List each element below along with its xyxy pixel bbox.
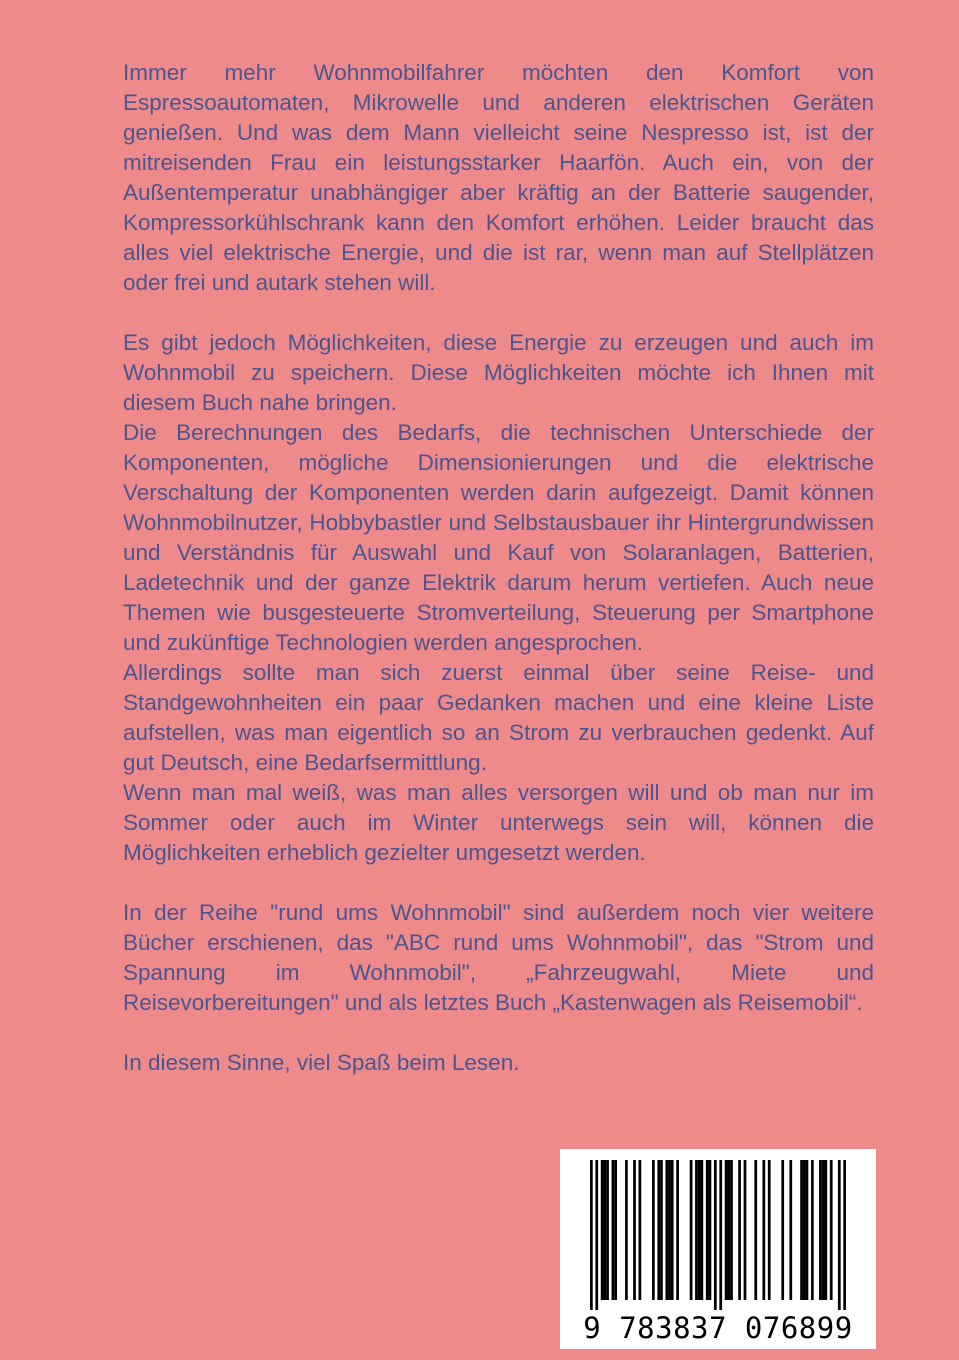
barcode-bar — [811, 1160, 814, 1300]
paragraph-gap — [123, 298, 874, 328]
barcode-bar — [657, 1160, 660, 1300]
barcode-bar — [738, 1160, 741, 1300]
barcode-bar — [612, 1160, 615, 1300]
barcode-bar — [843, 1160, 846, 1310]
barcode-bar — [625, 1160, 628, 1300]
barcode-bar — [665, 1160, 668, 1300]
barcode-bar — [830, 1160, 833, 1300]
barcode-bar — [660, 1160, 663, 1300]
barcode-bar — [800, 1160, 803, 1300]
barcode-bar — [695, 1160, 698, 1300]
barcode-bar — [762, 1160, 765, 1300]
barcode-bar — [754, 1160, 757, 1300]
series-paragraph: In der Reihe "rund ums Wohnmobil" sind außerdem noch vier weitere Bücher erschienen, das "ABC rund ums Wohnmobil", das "Strom und Spannung im Wohnmobil", „Fahrzeugwahl, Miete und Reisevorbereitungen" und als letztes Buch „Kastenwagen als Reisemobil“. — [123, 900, 874, 1015]
barcode-bar — [639, 1160, 642, 1300]
barcode-bar — [601, 1160, 604, 1300]
barcode-bar — [730, 1160, 733, 1300]
barcode-bar — [803, 1160, 806, 1300]
barcode-bar — [652, 1160, 655, 1300]
barcode-bar — [590, 1160, 593, 1310]
barcode-bar — [781, 1160, 784, 1300]
back-cover-text — [123, 58, 874, 1078]
usage-paragraph: Wenn man mal weiß, was man alles versorgen will und ob man nur im Sommer oder auch im Winter unterwegs sein will, können die Möglichkeiten erheblich gezielter umgesetzt werden. — [123, 780, 874, 865]
barcode-bar — [709, 1160, 712, 1300]
intro-paragraph: Immer mehr Wohnmobilfahrer möchten den Komfort von Espressoautomaten, Mikrowelle und anderen elektrischen Geräten genießen. Und was dem Mann vielleicht seine Nespresso ist, ist der mitreisenden Frau ein leistungsstarker Haarfön. Auch ein, von der Außentemperatur unabhängiger aber kräftig an der Batterie saugender, Kompressorkühlschrank kann den Komfort erhöhen. Leider braucht das alles viel elektrische Energie, und die ist rar, wenn man auf Stellplätzen oder frei und autark stehen will. — [123, 60, 874, 295]
contents-paragraph: Die Berechnungen des Bedarfs, die technischen Unterschiede der Komponenten, mögliche Dimensionierungen und die elektrische Verschaltung der Komponenten werden darin aufgezeigt. Damit können Wohnmobilnutzer, Hobbybastler und Selbstausbauer ihr Hintergrundwissen und Verständnis für Auswahl und Kauf von Solaranlagen, Batterien, Ladetechnik und der ganze Elektrik darum herum vertiefen. Auch neue Themen wie busgesteuerte Stromverteilung, Steuerung per Smartphone und zukünftige Technologien werden angesprochen. — [123, 420, 874, 655]
isbn-number: 9 783837 076899 — [583, 1311, 853, 1345]
barcode-bar — [824, 1160, 827, 1300]
possibilities-paragraph: Es gibt jedoch Möglichkeiten, diese Energie zu erzeugen und auch im Wohnmobil zu speichern. Diese Möglichkeiten möchte ich Ihnen mit diesem Buch nahe bringen. — [123, 330, 874, 415]
barcode-bar — [714, 1160, 717, 1310]
barcode-bar — [822, 1160, 825, 1300]
closing-line: In diesem Sinne, viel Spaß beim Lesen. — [123, 1050, 520, 1075]
barcode-bar — [725, 1160, 728, 1300]
barcode-bar — [819, 1160, 822, 1300]
barcode-bar — [606, 1160, 609, 1300]
barcode-bar — [690, 1160, 693, 1300]
barcode-bar — [676, 1160, 679, 1300]
barcode-bar — [806, 1160, 809, 1300]
needs-paragraph: Allerdings sollte man sich zuerst einmal über seine Reise- und Standgewohnheiten ein paar Gedanken machen und eine kleine Liste aufstellen, was man eigentlich so an Strom zu verbrauchen gedenkt. Auf gut Deutsch, eine Bedarfsermittlung. — [123, 660, 874, 775]
barcode-bar — [719, 1160, 722, 1310]
barcode-bar — [668, 1160, 671, 1300]
barcode-bar — [838, 1160, 841, 1310]
barcode-bar — [698, 1160, 701, 1300]
barcode-bar — [595, 1160, 598, 1310]
barcode-bar — [603, 1160, 606, 1300]
barcode-bar — [727, 1160, 730, 1300]
barcode-bar — [614, 1160, 617, 1300]
barcode-bar — [768, 1160, 771, 1300]
barcode-bar — [706, 1160, 709, 1300]
barcode-bar — [789, 1160, 792, 1300]
paragraph-gap — [123, 868, 874, 898]
barcode-bar — [700, 1160, 703, 1300]
barcode-bar — [744, 1160, 747, 1300]
ean13-barcode — [590, 1160, 846, 1310]
barcode-label — [560, 1149, 876, 1349]
barcode-bar — [633, 1160, 636, 1300]
barcode-bar — [671, 1160, 674, 1300]
paragraph-gap — [123, 1018, 874, 1048]
